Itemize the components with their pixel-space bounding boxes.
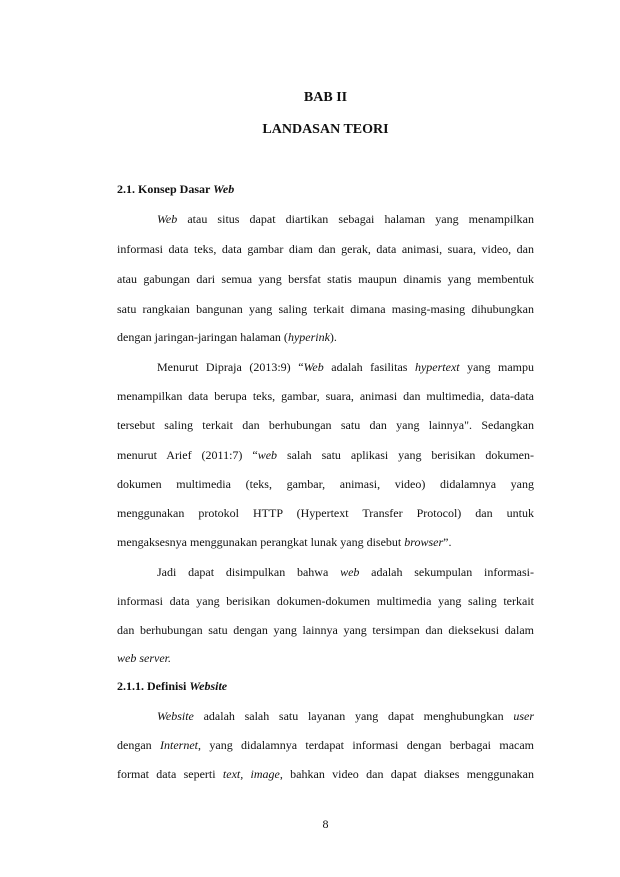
italic-term: user <box>513 709 534 723</box>
text-run: format data seperti <box>117 767 223 781</box>
paragraph-line: web server. <box>117 651 171 665</box>
text-run: yang mampu <box>459 360 534 374</box>
section-heading-italic: Website <box>189 679 228 693</box>
text-run: menurut Arief (2011:7) “ <box>117 448 258 462</box>
italic-term: hyperink <box>287 330 330 344</box>
text-run: salah satu aplikasi yang berisikan dokumen- <box>277 448 535 462</box>
italic-term: web <box>257 448 278 462</box>
paragraph-line: atau gabungan dari semua yang bersfat statis maupun dinamis yang membentuk <box>117 272 534 286</box>
text-run: adalah fasilitas <box>323 360 415 374</box>
section-heading-italic: Web <box>213 182 235 196</box>
paragraph-line <box>117 767 534 782</box>
paragraph-line: dan berhubungan satu dengan yang lainnya yang tersimpan dan dieksekusi dalam <box>117 623 534 637</box>
section-heading-text: 2.1. Konsep Dasar <box>117 182 214 196</box>
paragraph-line: dokumen multimedia (teks, gambar, animasi, video) didalamnya yang <box>117 477 534 491</box>
paragraph-line: tersebut saling terkait dan berhubungan satu dan yang lainnya". Sedangkan <box>117 418 534 432</box>
text-run: atau situs dapat diartikan sebagai halaman yang menampilkan <box>177 212 534 226</box>
italic-term: hypertext <box>414 360 460 374</box>
text-run: Menurut Dipraja (2013:9) “ <box>157 360 304 374</box>
paragraph-line <box>117 330 534 345</box>
text-run: , yang didalamnya terdapat informasi dengan berbagai macam <box>198 738 535 752</box>
paragraph-line: informasi data yang berisikan dokumen-dokumen multimedia yang saling terkait <box>117 594 534 608</box>
text-run: Jadi dapat disimpulkan bahwa <box>157 565 341 579</box>
paragraph-line: informasi data teks, data gambar diam dan gerak, data animasi, suara, video, dan <box>117 242 534 256</box>
paragraph-line <box>157 360 534 375</box>
text-run: adalah sekumpulan informasi- <box>359 565 535 579</box>
text-run: mengaksesnya menggunakan perangkat lunak yang disebut <box>117 535 405 549</box>
chapter-number: BAB II <box>303 90 348 105</box>
italic-term: browser <box>404 535 444 549</box>
paragraph-line <box>117 448 534 463</box>
paragraph-line <box>157 709 534 724</box>
text-run: ). <box>329 330 337 344</box>
italic-term: text, image <box>222 767 280 781</box>
paragraph-line: menampilkan data berupa teks, gambar, suara, animasi dan multimedia, data-data <box>117 389 534 403</box>
section-heading-text: 2.1.1. Definisi <box>117 679 190 693</box>
chapter-title: LANDASAN TEORI <box>262 122 389 137</box>
paragraph-line <box>117 535 534 550</box>
page-number: 8 <box>322 817 329 831</box>
paragraph-line: menggunakan protokol HTTP (Hypertext Transfer Protocol) dan untuk <box>117 506 534 520</box>
paragraph-line <box>117 738 534 753</box>
text-run: , bahkan video dan dapat diakses menggunakan <box>279 767 535 781</box>
section-heading-konsep-dasar-web <box>117 182 234 197</box>
text-run: dengan jaringan-jaringan halaman ( <box>117 330 288 344</box>
italic-term: Web <box>303 360 324 374</box>
italic-term: Website <box>157 709 194 723</box>
text-run: adalah salah satu layanan yang dapat menghubungkan <box>193 709 514 723</box>
paragraph-line: satu rangkaian bangunan yang saling terkait dimana masing-masing dihubungkan <box>117 302 534 316</box>
italic-term: web <box>340 565 360 579</box>
text-run: ”. <box>443 535 452 549</box>
italic-term: Internet <box>160 738 199 752</box>
italic-term: Web <box>157 212 178 226</box>
paragraph-line <box>157 212 534 227</box>
paragraph-line <box>157 565 534 580</box>
section-heading-definisi-website <box>117 679 227 694</box>
text-run: dengan <box>117 738 161 752</box>
